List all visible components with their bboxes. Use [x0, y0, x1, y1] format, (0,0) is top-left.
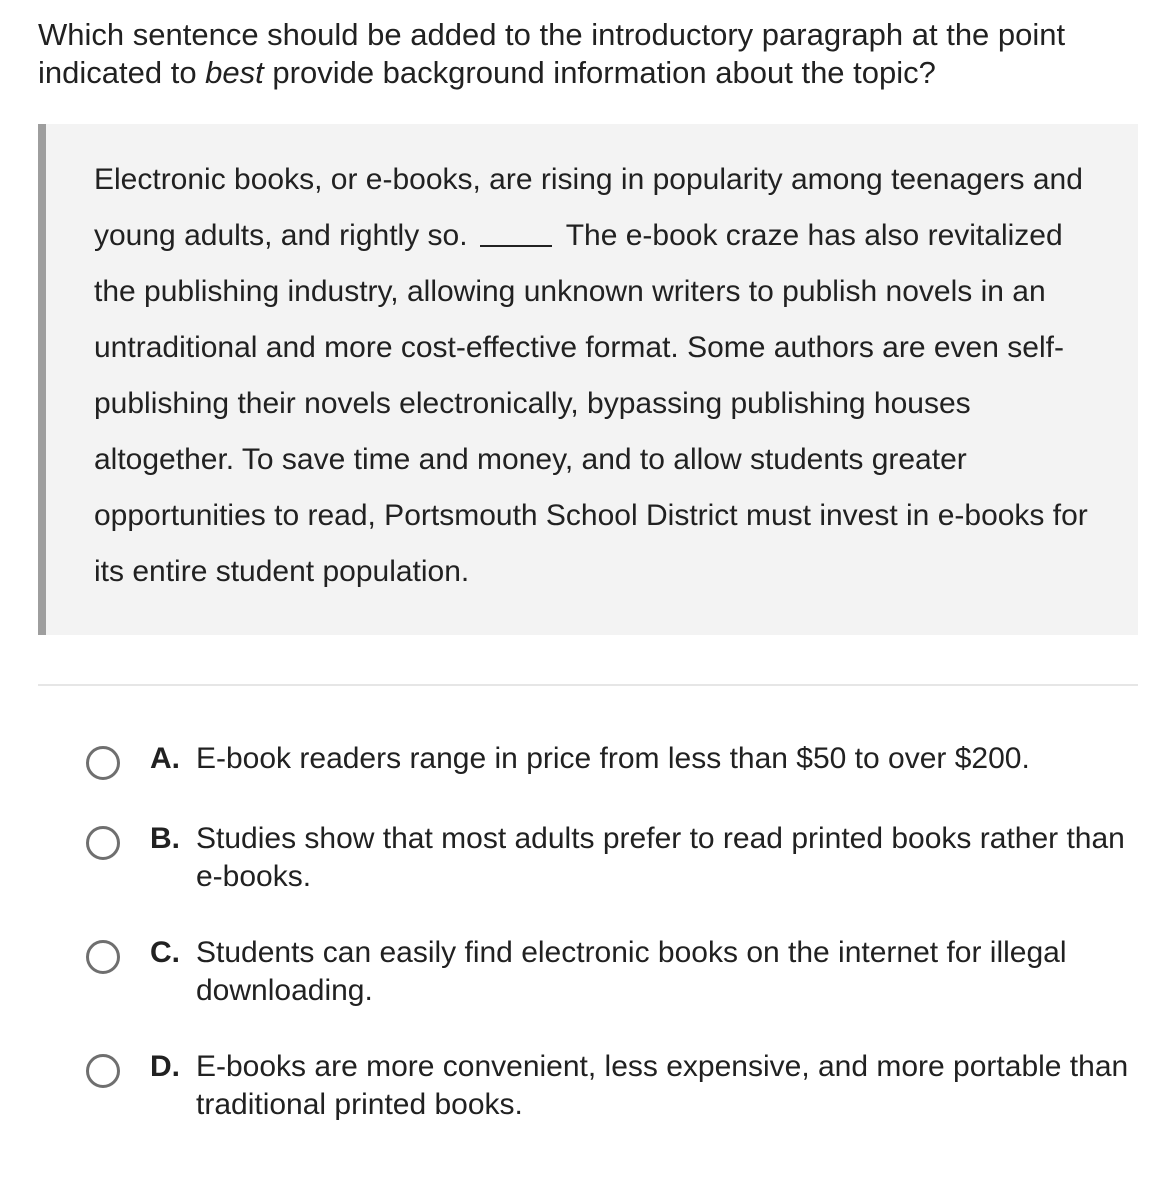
question-emphasis: best [205, 55, 264, 90]
option-text-a: E-book readers range in price from less than $50 to over $200. [196, 742, 1030, 775]
answer-option-b[interactable] [86, 820, 1146, 896]
passage-text [94, 152, 1104, 600]
passage-box [38, 124, 1138, 635]
question-suffix: provide background information about the topic? [263, 55, 936, 90]
option-letter-d: D. [150, 1050, 180, 1083]
radio-button-c[interactable] [86, 940, 120, 974]
answer-option-c[interactable] [86, 934, 1146, 1010]
option-letter-a: A. [150, 742, 180, 775]
passage-before-blank: Electronic books, or e-books, are rising in popularity among teenagers and young adults, and rightly so. [94, 163, 1083, 252]
question-prefix: Which sentence should be added to the introductory paragraph at the point indicated to [38, 17, 1066, 90]
option-letter-c: C. [150, 936, 180, 969]
question-prompt [38, 16, 1138, 92]
option-letter-b: B. [150, 822, 180, 855]
radio-button-a[interactable] [86, 746, 120, 780]
section-divider [38, 684, 1138, 686]
insertion-blank [480, 245, 552, 247]
option-text-b: Studies show that most adults prefer to read printed books rather than e-books. [196, 822, 1125, 893]
passage-after-blank: The e-book craze has also revitalized the publishing industry, allowing unknown writers to publish novels in an untraditional and more cost-effective format. Some authors are even self-publishing their novels electronically, bypassing publishing houses altogether. To save time and money, and to allow students greater opportunities to read, Portsmouth School District must invest in e-books for its entire student population. [94, 219, 1088, 588]
radio-button-d[interactable] [86, 1054, 120, 1088]
answer-option-a[interactable] [86, 740, 1146, 780]
answer-option-d[interactable] [86, 1048, 1146, 1124]
option-text-c: Students can easily find electronic books on the internet for illegal downloading. [196, 936, 1067, 1007]
radio-button-b[interactable] [86, 826, 120, 860]
option-text-d: E-books are more convenient, less expensive, and more portable than traditional printed books. [196, 1050, 1129, 1121]
